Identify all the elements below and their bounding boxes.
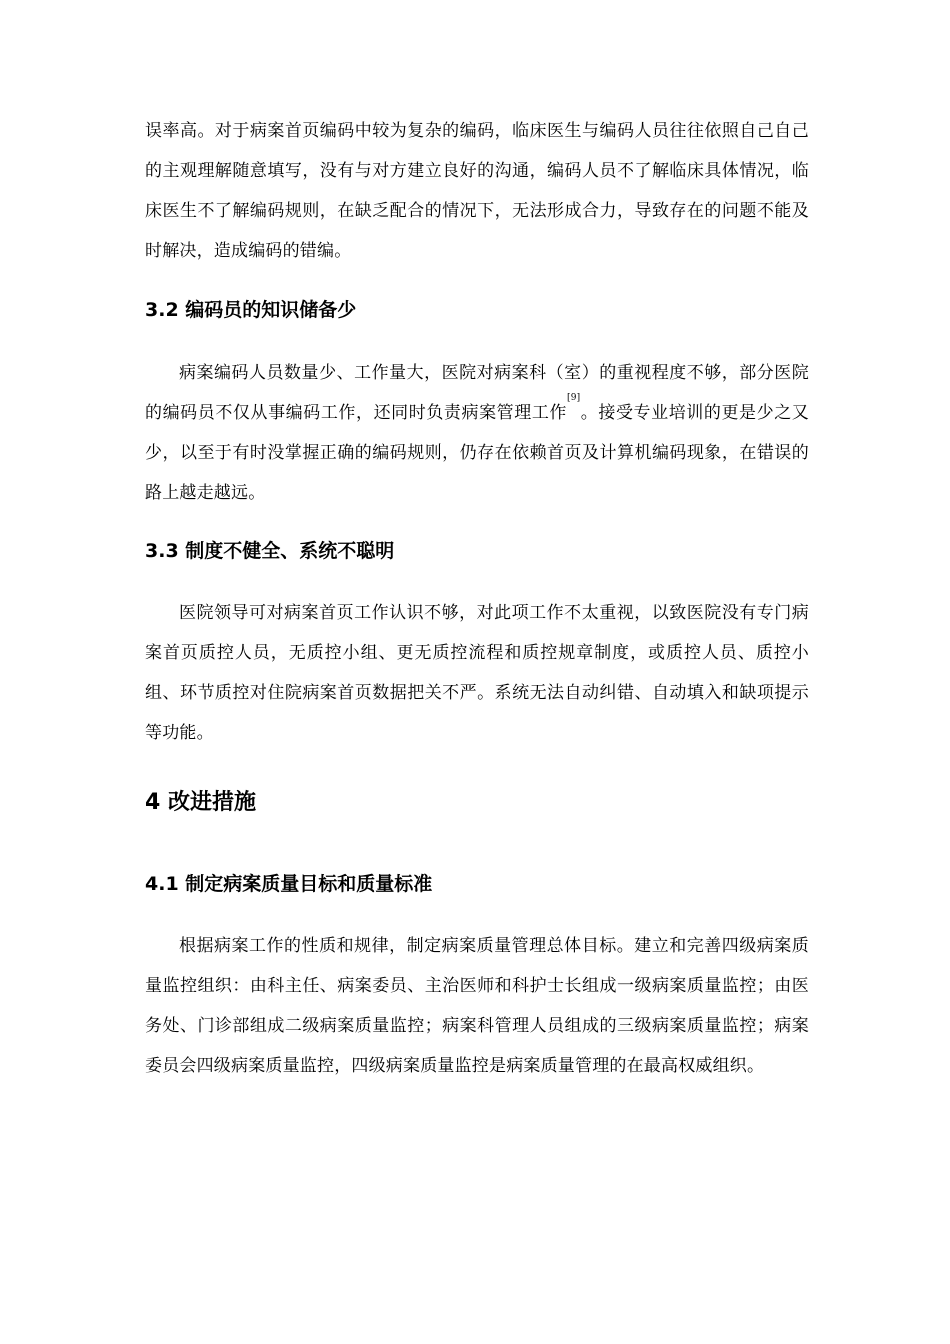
paragraph-text-part-2: 。接受专业培训的更是少之又少，以至于有时没掌握正确的编码规则，仍存在依赖首页及计算机编码现象，在错误的路上越走越远。 [145, 403, 809, 503]
heading-3-3: 3.3 制度不健全、系统不聪明 [145, 540, 395, 562]
citation-ref: [9] [567, 393, 581, 403]
paragraph-text-part-1: 病案编码人员数量少、工作量大，医院对病案科（室）的重视程度不够，部分医院的编码员不仅从事编码工作，还同时负责病案管理工作 [145, 363, 809, 423]
paragraph-coder-knowledge [145, 353, 809, 513]
paragraph-quality-targets: 根据病案工作的性质和规律，制定病案质量管理总体目标。建立和完善四级病案质量监控组织：由科主任、病案委员、主治医师和科护士长组成一级病案质量监控；由医务处、门诊部组成二级病案质量监控；病案科管理人员组成的三级病案质量监控；病案委员会四级病案质量监控，四级病案质量监控是病案质量管理的在最高权威组织。 [145, 936, 809, 1076]
heading-4: 4 改进措施 [145, 790, 256, 815]
paragraph-system-issues: 医院领导可对病案首页工作认识不够，对此项工作不太重视，以致医院没有专门病案首页质控人员，无质控小组、更无质控流程和质控规章制度，或质控人员、质控小组、环节质控对住院病案首页数据把关不严。系统无法自动纠错、自动填入和缺项提示等功能。 [145, 603, 809, 743]
heading-3-2: 3.2 编码员的知识储备少 [145, 299, 357, 321]
paragraph-coding-errors: 误率高。对于病案首页编码中较为复杂的编码，临床医生与编码人员往往依照自己自己的主观理解随意填写，没有与对方建立良好的沟通，编码人员不了解临床具体情况，临床医生不了解编码规则，在缺乏配合的情况下，无法形成合力，导致存在的问题不能及时解决，造成编码的错编。 [145, 121, 809, 261]
heading-4-1: 4.1 制定病案质量目标和质量标准 [145, 873, 433, 895]
